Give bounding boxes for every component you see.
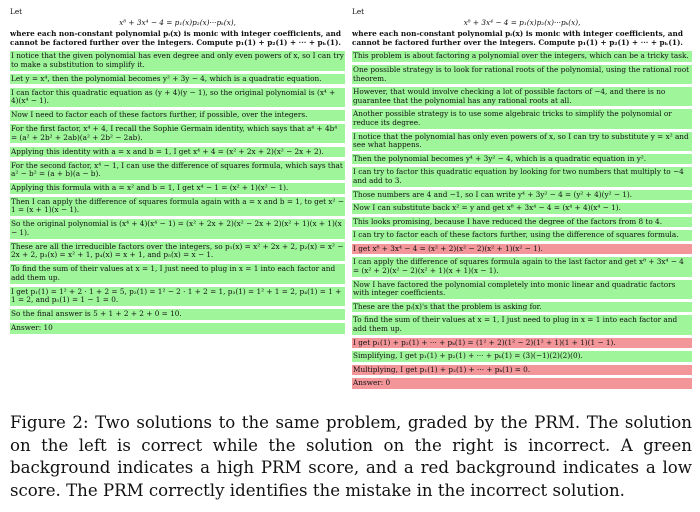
solution-step-flagged: Multiplying, I get p₁(1) + p₂(1) + ··· + pₖ(1) = 0. (352, 365, 692, 376)
final-answer: Answer: 0 (352, 378, 692, 389)
problem-intro: Let (352, 7, 365, 16)
solution-step: Another possible strategy is to use some algebraic tricks to simplify the polynomial or reduce its degree. (352, 109, 692, 128)
solution-step: Let y = x⁴, then the polynomial becomes y² + 3y − 4, which is a quadratic equation. (10, 74, 345, 85)
solution-step: To find the sum of their values at x = 1, I just need to plug in x = 1 into each factor and add them up. (352, 315, 692, 334)
solution-step: This looks promising, because I have reduced the degree of the factors from 8 to 4. (352, 217, 692, 228)
solution-step: These are the pᵢ(x)'s that the problem is asking for. (352, 302, 692, 313)
solution-step: I can try to factor this quadratic equation by looking for two numbers that multiply to −4 and add to 3. (352, 167, 692, 186)
solution-step: For the second factor, x⁴ − 1, I can use the difference of squares formula, which says that a² − b² = (a + b)(a − b). (10, 161, 345, 180)
solution-step: I get p₁(1) = 1² + 2 · 1 + 2 = 5, p₂(1) = 1² − 2 · 1 + 2 = 1, p₃(1) = 1² + 1 = 2, p₄(1) = 1 + 1 = 2, and p₅(1) = 1 − 1 = 0. (10, 287, 345, 306)
solution-step: Then the polynomial becomes y⁴ + 3y² − 4, which is a quadratic equation in y². (352, 154, 692, 165)
solution-step: I can factor this quadratic equation as (y + 4)(y − 1), so the original polynomial is (x⁴ + 4)(x⁴ − 1). (10, 88, 345, 107)
solution-step: I notice that the given polynomial has even degree and only even powers of x, so I can try to make a substitution to simplify it. (11, 51, 344, 69)
solution-step: One possible strategy is to look for rational roots of the polynomial, using the rational root theorem. (352, 65, 692, 84)
left-solution (10, 8, 345, 337)
solution-step: Simplifying, I get p₁(1) + p₂(1) + ··· + pₖ(1) = (3)(−1)(2)(2)(0). (352, 351, 692, 362)
solution-step: Now I need to factor each of these factors further, if possible, over the integers. (10, 110, 345, 121)
problem-statement: where each non-constant polynomial pᵢ(x) is monic with integer coefficients, and cannot be factored further over the integers. Compute p₁(1) + p₂(1) + ··· + pₖ(1). (10, 29, 341, 47)
solution-step: Then I can apply the difference of squares formula again with a = x and b = 1, to get x² − 1 = (x + 1)(x − 1). (11, 196, 344, 215)
solution-step: Applying this identity with a = x and b = 1, I get x⁴ + 4 = (x² + 2x + 2)(x² − 2x + 2). (10, 147, 345, 158)
problem-equation: x⁸ + 3x⁴ − 4 = p₁(x)p₂(x)···pₖ(x), (119, 17, 236, 27)
problem-intro: Let (10, 7, 23, 16)
problem-statement: where each non-constant polynomial pᵢ(x) is monic with integer coefficients, and cannot be factored further over the integers. Compute p₁(1) + p₂(1) + ··· + pₖ(1). (352, 29, 683, 47)
problem-equation: x⁸ + 3x⁴ − 4 = p₁(x)p₂(x)···pₖ(x), (463, 17, 581, 27)
solution-step: So the final answer is 5 + 1 + 2 + 2 + 0 = 10. (10, 309, 345, 320)
solution-step: Those numbers are 4 and −1, so I can write y⁴ + 3y² − 4 = (y² + 4)(y² − 1). (352, 190, 692, 201)
solution-step: Now I have factored the polynomial completely into monic linear and quadratic factors with integer coefficients. (352, 280, 692, 299)
figure-caption: Figure 2: Two solutions to the same problem, graded by the PRM. The solution on the left is correct while the solution on the right is incorrect. A green background indicates a high PRM score, and a red background indicates a low score. The PRM correctly identifies the mistake in the incorrect solution. (10, 413, 692, 500)
solution-step: For the first factor, x⁴ + 4, I recall the Sophie Germain identity, which says that a⁴ + 4b⁴ = (a² + 2b² + 2ab)(a² + 2b² − 2ab). (10, 124, 345, 143)
solution-step: These are all the irreducible factors over the integers, so p₁(x) = x² + 2x + 2, p₂(x) = x² − 2x + 2, p₃(x) = x² + 1, p₄(x) = x + 1, and p₅(x) = x − 1. (11, 241, 344, 260)
final-answer: Answer: 10 (10, 323, 345, 334)
solution-step: I can apply the difference of squares formula again to the last factor and get x⁸ + 3x⁴ − 4 = (x² + 2)(x² − 2)(x² + 1)(x + 1)(x − 1). (352, 257, 692, 276)
solution-step-flagged: I get x⁸ + 3x⁴ − 4 = (x² + 2)(x² − 2)(x² + 1)(x² − 1). (352, 244, 692, 255)
solution-step: To find the sum of their values at x = 1, I just need to plug in x = 1 into each factor and add them up. (10, 264, 345, 283)
solution-step: However, that would involve checking a lot of possible factors of −4, and there is no guarantee that the polynomial has any rational roots at all. (352, 87, 692, 106)
right-solution (352, 8, 692, 392)
solution-step: Now I can substitute back x² = y and get x⁸ + 3x⁴ − 4 = (x⁴ + 4)(x⁴ − 1). (352, 203, 692, 214)
solution-step-flagged: I get p₁(1) + p₂(1) + ··· + pₖ(1) = (1² + 2)(1² − 2)(1² + 1)(1 + 1)(1 − 1). (352, 338, 692, 349)
solution-step: Applying this formula with a = x² and b = 1, I get x⁴ − 1 = (x² + 1)(x² − 1). (10, 183, 345, 194)
solution-step: I notice that the polynomial has only even powers of x, so I can try to substitute y = x² and see what happens. (352, 132, 692, 151)
solution-step: I can try to factor each of these factors further, using the difference of squares formula. (352, 230, 692, 241)
solution-step: This problem is about factoring a polynomial over the integers, which can be a tricky task. (352, 51, 692, 62)
solution-step: So the original polynomial is (x⁴ + 4)(x⁴ − 1) = (x² + 2x + 2)(x² − 2x + 2)(x² + 1)(x + 1)(x − 1). (10, 219, 345, 238)
